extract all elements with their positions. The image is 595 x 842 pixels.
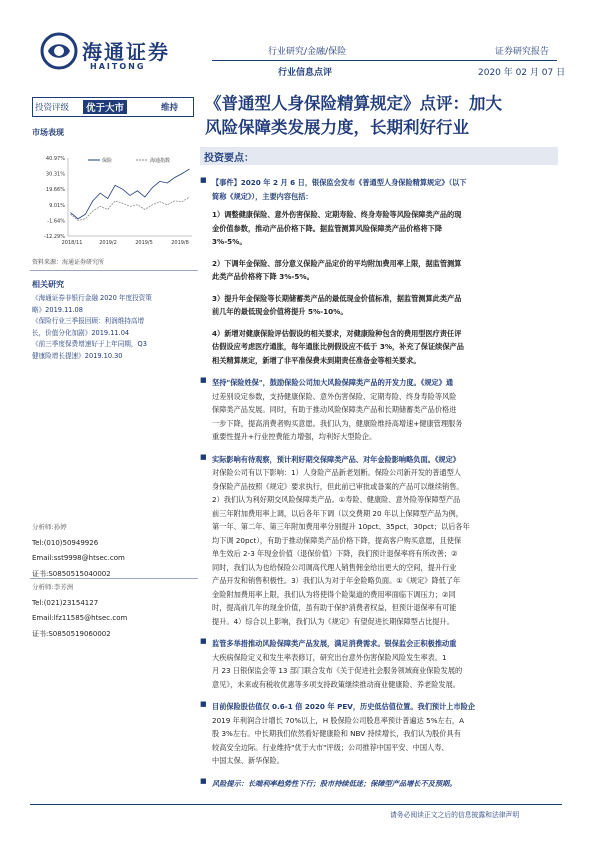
chart-source: 资料来源：海通证券研究所	[32, 259, 105, 266]
analyst-name: 分析师:李芳洲	[32, 583, 74, 591]
related-research-title: 相关研究	[32, 280, 64, 289]
bullet-icon: ■	[200, 452, 207, 461]
body-text	[200, 176, 562, 790]
paragraph-valuation: ■ 目前保险股估值仅 0.6-1 倍 2020 年 PEV，历史低估值位置。我们预计上市险企 2019 年利润合计增长 70%以上，H 股保险公司股息率预计普遍达 5%左右，A 股 3%左右。中长期我们依然看好健康险和 NBV 持续增长，我们认为股价具有 较高安全边际。行业维持"优于大市"评级；公司推荐中国平安、中国人寿、 中国太保、新华保险。	[200, 700, 476, 765]
x-tick-label: 2019/2	[99, 240, 117, 246]
y-tick-label: -1.64%	[47, 218, 65, 225]
footer-disclaimer: 请务必阅读正文之后的信息披露和法律声明	[390, 811, 520, 819]
logo-chinese-name: 海通证券	[82, 40, 170, 64]
analyst-tel: Tel:(021)23154127	[32, 598, 99, 607]
footer-divider	[30, 804, 562, 805]
report-subtitle: 行业信息点评	[278, 68, 333, 78]
rating-box	[32, 97, 194, 117]
paragraph-point-1: 1）调整健康保险、意外伤害保险、定期寿险、终身寿险等风险保障类产品的现 金价值参数，推动产品价格下降。据监管测算风险保障类产品价格将下降 3%-5%。	[212, 210, 462, 246]
y-tick-label: 30.31%	[45, 171, 65, 178]
paragraph-insurance: ■ 坚持"保险姓保"，鼓励保险公司加大风险保障类产品的开发力度。《规定》通 过差别设定参数，支持健康保险、意外伤害保险、定期寿险、终身寿险等风险 保障类产品发展。同时，有助于推动风险保障类产品和长期储蓄类产品价格进 一步下降，提高消费者购买意愿。我们认为，健康险维持高增速+健康管理服务 重要性提升+行业控费能力增强，均利好大型险企。	[200, 376, 463, 441]
sidebar-divider-1	[30, 270, 198, 271]
investment-highlights-title: 投资要点：	[204, 153, 254, 164]
series-line-insurance	[70, 169, 189, 219]
paragraph-point-2: 2）下调年金保险、部分意义保险产品定价的平均附加费用率上限，据监管测算 此类产品价格将下降 3%-5%。	[212, 258, 462, 281]
bullet-icon: ■	[200, 376, 207, 384]
x-tick-label: 2019/5	[135, 240, 153, 246]
x-tick-label: 2019/8	[171, 240, 189, 246]
analyst-email[interactable]: Email:lfz11585@htsec.com	[32, 614, 128, 622]
report-title-line1: 《普通型人身保险精算规定》点评：加大	[205, 94, 502, 113]
analyst-email[interactable]: Email:sst9998@htsec.com	[32, 554, 125, 562]
report-category: 行业研究/金融/保险	[268, 47, 347, 57]
bullet-icon: ■	[200, 700, 207, 708]
analyst-cert: 证书:S0850519060002	[32, 629, 111, 638]
y-tick-label: -12.29%	[44, 234, 65, 240]
paragraph-point-3: 3）提升年金保险等长期储蓄类产品的最低现金价值标准，据监管测算此类产品 前几年的最低现金价值将提升 5%-10%。	[212, 293, 462, 316]
paragraph-impact: ■ 实际影响有待观察，预计利好期交保障类产品、对年金险影响略负面。《规定》 对保险公司有以下影响：1）人身险产品新老划断。保险公司新开发的普通型人 身保险产品按照《规定》要求执行，但此前已审批或备案的产品可以继续销售。 2）我们认为利好期交风险保障类产品。①寿险、健康险、意外险等保障型产品 前三年附加费用率上调，以后各年下调（以交费期 20 年以上保障型产品为例， 第一年、第二年、第三年附加费用率分别提升 10pct、35pct、30pct；以后各年 均下调 20pct），有助于推动保障类产品价格下降，提高客户购买意愿，且使保 单生效后 2-3 年现金价值（退保价值）下降，我们预计退保率将有所改善；② 同时，我们认为也给保险公司调高代理人销售佣金给出更大的空间，提升行业 产品开发和销售积极性。3）我们认为对于年金险略负面。①《规定》降低了年 金险附加费用率上限，我们认为将使得个险渠道的费用率面临下调压力；②同 时，提高前几年的现金价值，虽有助于保护消费者权益，但预计退保率有可能 提升。4）综合以上影响，我们认为《规定》有望促进长期保障型占比提升。	[200, 452, 470, 626]
paragraph-regulation: ■ 监管多举措推动风险保障类产品发展，满足消费需求。银保监会正积极推动重 大疾病保险定义和发生率表修订，研究出台意外伤害保险风险发生率表。1 月 23 日银保监会等 13 部门联合发布《关于促进社会服务领域商业保险发展的 意见》，未来或有税收优惠等多项支持政策继续推动商业健康险、养老险发展。	[200, 637, 463, 689]
analyst-block-2	[32, 580, 198, 642]
paragraph-point-4: 4）新增对健康保险评估假设的相关要求，对健康险种包含的费用型医疗责任评 估假设应考虑医疗通胀，每年通胀比例假设应不低于 3%，补充了保证续保产品 相关精算规定，新增了非平准保费未到期责任准备金等相关要求。	[212, 328, 464, 365]
analyst-divider	[30, 578, 198, 579]
legend-label: 保险	[102, 158, 113, 164]
y-tick-label: 9.01%	[49, 202, 65, 209]
report-type: 证券研究报告	[495, 47, 550, 57]
x-tick-label: 2018/11	[61, 240, 83, 246]
bullet-icon: ■	[200, 176, 207, 184]
y-tick-label: 40.97%	[45, 156, 65, 162]
rating-value: 优于大市	[83, 100, 127, 114]
related-research-list	[32, 293, 198, 362]
analyst-name: 分析师:孙婷	[32, 523, 67, 531]
y-tick-label: 19.66%	[45, 187, 65, 194]
analyst-tel: Tel:(010)50949926	[32, 538, 99, 547]
rating-status: 维持	[161, 103, 179, 113]
logo-english-name: HAITONG	[90, 62, 146, 71]
company-logo	[40, 32, 78, 70]
legend-label: 海通指数	[150, 158, 171, 164]
related-item[interactable]: 《海通证券非银行金融 2020 年度投资策 略》2019.11.08	[32, 294, 152, 314]
performance-chart	[30, 150, 198, 250]
paragraph-event: ■ 【事件】2020 年 2 月 6 日，银保监会发布《普通型人身保险精算规定》（以下 简称《规定》），主要内容包括：	[200, 176, 467, 201]
related-item[interactable]: 《前三季度保费增速好于上年同期，Q3 健康险增长提速》2019.10.30	[32, 340, 147, 360]
analyst-block-1	[32, 520, 198, 582]
bullet-icon: ■	[200, 776, 207, 785]
market-performance-title: 市场表现	[32, 128, 64, 137]
logo-emblem-icon	[40, 32, 78, 70]
bullet-icon: ■	[200, 637, 207, 645]
performance-chart-svg	[30, 150, 198, 250]
related-item[interactable]: 《保险行业三季报回顾：利润维持高增 长，价值分化加剧》2019.11.04	[32, 317, 145, 337]
paragraph-risk: ■ 风险提示：长端利率趋势性下行；股市持续低迷；保障型产品增长不及预期。	[200, 776, 457, 788]
investment-highlights-bar	[200, 147, 558, 165]
header-divider	[212, 60, 557, 61]
report-title-line2: 风险保障类发展力度，长期利好行业	[205, 118, 469, 137]
rating-label: 投资评级	[35, 103, 70, 113]
report-date: 2020 年 02 月 07 日	[478, 68, 566, 78]
analyst-cert: 证书:S0850515040002	[32, 569, 111, 578]
